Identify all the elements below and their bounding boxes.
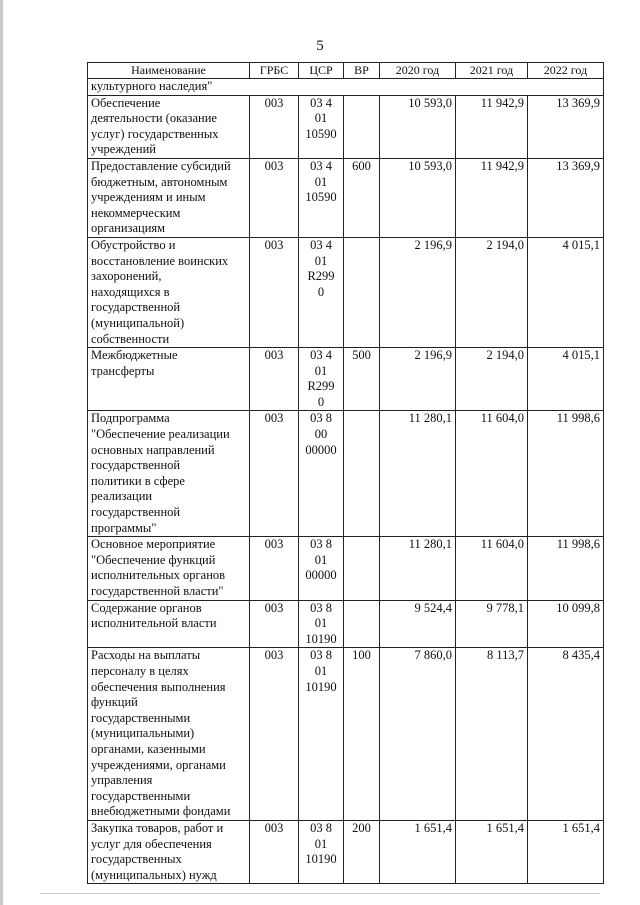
row-name-line: услуг) государственных	[91, 126, 219, 141]
row-name-line: управления	[91, 773, 153, 788]
row-csr-cell	[299, 95, 344, 158]
row-amount-2022: 4 015,1	[528, 348, 604, 411]
row-name-cell	[88, 600, 250, 648]
row-csr-line: R299	[307, 269, 335, 284]
row-name-line: функций	[91, 695, 138, 710]
scan-bottom-line	[40, 893, 600, 894]
table-row	[88, 820, 604, 883]
header-grbs: ГРБС	[250, 63, 299, 79]
row-name-line: государственной	[91, 505, 181, 520]
row-csr-cell	[299, 537, 344, 600]
row-amount-2020: 11 280,1	[380, 537, 456, 600]
row-name-line: находящихся в	[91, 284, 170, 299]
header-vr: ВР	[344, 63, 380, 79]
row-vr	[344, 537, 380, 600]
row-csr-line: 01	[314, 253, 328, 268]
row-amount-2022: 13 369,9	[528, 95, 604, 158]
row-name-line: учреждений	[91, 142, 156, 157]
row-name-cell	[88, 537, 250, 600]
row-name-cell	[88, 411, 250, 537]
row-name-line: Основное мероприятие	[91, 537, 216, 552]
row-csr-line: 00000	[305, 568, 337, 583]
row-name-cell	[88, 237, 250, 347]
row-vr	[344, 237, 380, 347]
row-csr-line: 10190	[305, 631, 337, 646]
row-amount-2021: 1 651,4	[456, 820, 528, 883]
row-amount-2020: 10 593,0	[380, 158, 456, 237]
row-name-line: программы"	[91, 520, 157, 535]
page-number: 5	[316, 38, 324, 54]
row-amount-2022: 13 369,9	[528, 158, 604, 237]
row-csr-line: 03 4	[310, 348, 332, 363]
row-name-line: "Обеспечение реализации	[91, 427, 230, 442]
table-row	[88, 95, 604, 158]
scan-left-edge	[0, 0, 3, 905]
row-vr	[344, 600, 380, 648]
row-name-line: Подпрограмма	[91, 411, 170, 426]
header-2022: 2022 год	[528, 63, 604, 79]
table-row	[88, 600, 604, 648]
row-csr-line: 10190	[305, 852, 337, 867]
row-csr-line: 10590	[305, 126, 337, 141]
row-csr-line: 0	[317, 284, 325, 299]
continuation-row	[88, 79, 604, 96]
row-amount-2020: 2 196,9	[380, 348, 456, 411]
row-csr-cell	[299, 600, 344, 648]
row-csr-line: 03 8	[310, 537, 332, 552]
row-csr-line: 03 4	[310, 237, 332, 252]
row-amount-2020: 2 196,9	[380, 237, 456, 347]
row-name-cell	[88, 648, 250, 821]
row-amount-2020: 1 651,4	[380, 820, 456, 883]
row-name-line: Закупка товаров, работ и	[91, 820, 224, 835]
table-header-row	[88, 63, 604, 79]
row-csr-line: 03 4	[310, 158, 332, 173]
row-name-cell	[88, 820, 250, 883]
row-csr-line: 01	[314, 663, 328, 678]
row-name-cell	[88, 158, 250, 237]
row-vr: 200	[344, 820, 380, 883]
row-name-line: реализации	[91, 489, 153, 504]
table-row	[88, 411, 604, 537]
header-2021: 2021 год	[456, 63, 528, 79]
row-amount-2021: 11 942,9	[456, 95, 528, 158]
row-name-line: политики в сфере	[91, 473, 185, 488]
row-name-line: трансферты	[91, 363, 155, 378]
row-csr-line: 10590	[305, 190, 337, 205]
header-2020: 2020 год	[380, 63, 456, 79]
row-name-line: государственными	[91, 788, 191, 803]
budget-table	[87, 62, 604, 884]
row-amount-2022: 10 099,8	[528, 600, 604, 648]
row-csr-cell	[299, 411, 344, 537]
row-name-line: государственными	[91, 710, 191, 725]
row-name-line: исполнительных органов	[91, 568, 226, 583]
row-name-line: собственности	[91, 331, 170, 346]
table-row	[88, 158, 604, 237]
row-name-cell	[88, 95, 250, 158]
row-name-line: Расходы на выплаты	[91, 648, 201, 663]
row-grbs: 003	[250, 537, 299, 600]
row-vr: 500	[344, 348, 380, 411]
row-name-line: некоммерческим	[91, 205, 181, 220]
row-vr	[344, 411, 380, 537]
row-csr-cell	[299, 348, 344, 411]
row-grbs: 003	[250, 237, 299, 347]
row-csr-line: 01	[314, 552, 328, 567]
row-name-line: органами, казенными	[91, 741, 206, 756]
row-name-line: Межбюджетные	[91, 348, 178, 363]
row-csr-line: 01	[314, 363, 328, 378]
row-name-line: (муниципальными)	[91, 726, 195, 741]
row-grbs: 003	[250, 158, 299, 237]
row-amount-2020: 10 593,0	[380, 95, 456, 158]
row-grbs: 003	[250, 348, 299, 411]
row-csr-cell	[299, 158, 344, 237]
row-name-line: государственной	[91, 458, 181, 473]
row-csr-line: 00000	[305, 442, 337, 457]
row-amount-2021: 2 194,0	[456, 348, 528, 411]
row-name-line: бюджетным, автономным	[91, 174, 228, 189]
row-name-line: Обеспечение	[91, 95, 161, 110]
row-name-line: основных направлений	[91, 442, 215, 457]
row-csr-line: 01	[314, 174, 328, 189]
row-name-cell	[88, 348, 250, 411]
row-name-line: (муниципальной)	[91, 315, 185, 330]
row-name-line: услуг для обеспечения	[91, 836, 212, 851]
row-name-line: "Обеспечение функций	[91, 552, 216, 567]
row-csr-cell	[299, 648, 344, 821]
row-name-line: Обустройство и	[91, 237, 176, 252]
table-row	[88, 237, 604, 347]
row-name-line: организациям	[91, 221, 166, 236]
header-name: Наименование	[88, 63, 250, 79]
row-vr: 600	[344, 158, 380, 237]
row-amount-2022: 11 998,6	[528, 537, 604, 600]
table-row	[88, 348, 604, 411]
row-name-line: персоналу в целях	[91, 663, 189, 678]
row-amount-2020: 11 280,1	[380, 411, 456, 537]
row-csr-line: 03 8	[310, 600, 332, 615]
row-name-line: государственных	[91, 852, 182, 867]
row-vr: 100	[344, 648, 380, 821]
row-name-line: учреждениями, органами	[91, 757, 226, 772]
row-amount-2020: 9 524,4	[380, 600, 456, 648]
row-csr-line: 0	[317, 394, 325, 409]
row-name-line: государственной власти"	[91, 584, 224, 598]
row-grbs: 003	[250, 95, 299, 158]
row-name-line: Предоставление субсидий	[91, 158, 231, 173]
row-csr-line: 01	[314, 836, 328, 851]
row-csr-line: 01	[314, 616, 328, 631]
row-amount-2020: 7 860,0	[380, 648, 456, 821]
row-csr-line: R299	[307, 379, 335, 394]
row-grbs: 003	[250, 600, 299, 648]
row-csr-line: 10190	[305, 679, 337, 694]
row-csr-line: 00	[314, 427, 328, 442]
row-amount-2022: 11 998,6	[528, 411, 604, 537]
table-row	[88, 648, 604, 821]
row-amount-2021: 8 113,7	[456, 648, 528, 821]
row-csr-line: 03 8	[310, 820, 332, 835]
header-csr: ЦСР	[299, 63, 344, 79]
row-amount-2021: 11 604,0	[456, 537, 528, 600]
row-csr-line: 03 8	[310, 411, 332, 426]
row-csr-cell	[299, 820, 344, 883]
row-amount-2021: 11 604,0	[456, 411, 528, 537]
row-csr-line: 03 8	[310, 648, 332, 663]
row-csr-cell	[299, 237, 344, 347]
row-amount-2022: 1 651,4	[528, 820, 604, 883]
row-grbs: 003	[250, 411, 299, 537]
row-amount-2022: 4 015,1	[528, 237, 604, 347]
row-name-line: Содержание органов	[91, 600, 202, 615]
continuation-text: культурного наследия"	[88, 79, 604, 96]
row-name-line: учреждениям и иным	[91, 190, 206, 205]
row-csr-line: 01	[314, 111, 328, 126]
row-amount-2022: 8 435,4	[528, 648, 604, 821]
row-name-line: (муниципальных) нужд	[91, 867, 217, 882]
table-row	[88, 537, 604, 600]
row-name-line: государственной	[91, 300, 181, 315]
row-amount-2021: 9 778,1	[456, 600, 528, 648]
row-name-line: деятельности (оказание	[91, 111, 217, 126]
row-name-line: захоронений,	[91, 269, 162, 284]
row-grbs: 003	[250, 648, 299, 821]
row-grbs: 003	[250, 820, 299, 883]
row-name-line: обеспечения выполнения	[91, 679, 226, 694]
row-csr-line: 03 4	[310, 95, 332, 110]
row-amount-2021: 11 942,9	[456, 158, 528, 237]
row-name-line: исполнительной власти	[91, 616, 217, 631]
row-name-line: восстановление воинских	[91, 253, 229, 268]
row-name-line: внебюджетными фондами	[91, 804, 231, 819]
row-vr	[344, 95, 380, 158]
row-amount-2021: 2 194,0	[456, 237, 528, 347]
